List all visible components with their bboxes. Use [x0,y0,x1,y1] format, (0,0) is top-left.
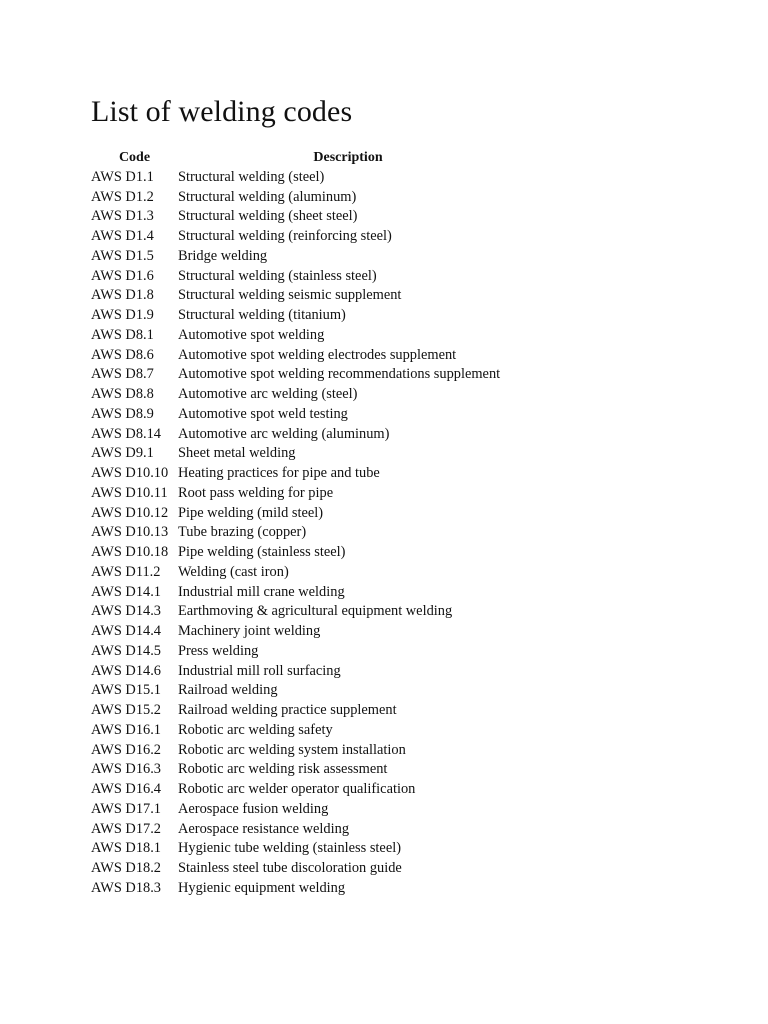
code-cell: AWS D8.1 [91,326,154,343]
code-cell: AWS D16.3 [91,761,161,778]
description-cell: Structural welding seismic supplement [178,287,402,304]
table-row [91,385,518,405]
description-cell: Stainless steel tube discoloration guide [178,860,402,876]
description-cell: Structural welding (sheet steel) [178,208,358,225]
description-cell: Aerospace resistance welding [178,820,350,837]
table-row [91,859,518,879]
column-header-code: Code [118,150,151,165]
table-row [91,543,518,563]
table-row [91,563,518,583]
table-row [91,504,518,524]
code-cell: AWS D14.4 [91,623,161,639]
description-cell: Root pass welding for pipe [178,484,334,501]
description-cell: Hygienic equipment welding [178,879,346,896]
table-row [91,484,518,504]
table-row [91,622,518,642]
table-row [91,820,518,840]
column-header-description: Description [313,150,383,165]
code-cell: AWS D14.5 [91,642,161,659]
table-row [91,405,518,425]
table-row [91,780,518,800]
table-row [91,879,518,899]
code-cell: AWS D17.2 [91,820,161,837]
table-row [91,681,518,701]
table-row [91,247,518,267]
code-cell: AWS D8.9 [91,405,154,422]
code-cell: AWS D9.1 [91,445,154,462]
description-cell: Press welding [178,642,259,659]
code-cell: AWS D8.8 [91,386,154,402]
table-row [91,267,518,287]
table-row [91,188,518,208]
code-cell: AWS D1.3 [91,208,154,225]
description-cell: Automotive arc welding (steel) [178,386,358,402]
table-row [91,583,518,603]
description-cell: Structural welding (aluminum) [178,188,357,205]
code-cell: AWS D16.1 [91,721,161,738]
code-cell: AWS D10.18 [91,544,169,560]
description-cell: Hygienic tube welding (stainless steel) [178,840,401,857]
table-row [91,800,518,820]
code-cell: AWS D1.5 [91,247,154,264]
table-header [91,148,518,168]
code-cell: AWS D1.9 [91,307,154,323]
code-cell: AWS D14.6 [91,662,161,679]
description-cell: Robotic arc welding risk assessment [178,761,388,778]
description-cell: Automotive spot welding electrodes supplement [178,346,457,363]
description-cell: Earthmoving & agricultural equipment welding [178,603,453,620]
code-cell: AWS D15.2 [91,702,161,718]
code-cell: AWS D10.11 [91,484,168,501]
description-cell: Tube brazing (copper) [178,524,307,541]
description-cell: Structural welding (steel) [178,168,325,185]
code-cell: AWS D8.6 [91,346,154,363]
table-row [91,523,518,543]
description-cell: Railroad welding [178,682,278,699]
code-cell: AWS D10.12 [91,504,169,521]
description-cell: Automotive spot welding [178,326,325,343]
description-cell: Pipe welding (stainless steel) [178,544,346,560]
code-cell: AWS D18.1 [91,840,161,857]
code-cell: AWS D16.2 [91,741,161,758]
description-cell: Heating practices for pipe and tube [178,465,380,481]
page-title: List of welding codes [91,95,353,128]
table-row [91,839,518,859]
description-cell: Automotive arc welding (aluminum) [178,425,390,442]
description-cell: Railroad welding practice supplement [178,702,397,718]
table-row [91,168,518,188]
code-cell: AWS D16.4 [91,781,161,797]
table-row [91,760,518,780]
table-row [91,365,518,385]
description-cell: Robotic arc welder operator qualification [178,781,416,797]
code-cell: AWS D14.1 [91,583,161,600]
table-row [91,464,518,484]
table-row [91,602,518,622]
table-row [91,444,518,464]
description-cell: Robotic arc welding system installation [178,741,406,758]
code-cell: AWS D18.3 [91,879,161,896]
code-cell: AWS D8.14 [91,425,161,442]
table-row [91,701,518,721]
code-cell: AWS D1.1 [91,168,154,185]
code-cell: AWS D8.7 [91,366,154,383]
code-cell: AWS D10.13 [91,524,169,541]
code-cell: AWS D18.2 [91,860,161,876]
table-row [91,642,518,662]
description-cell: Aerospace fusion welding [178,800,329,817]
code-cell: AWS D1.2 [91,188,154,205]
table-row [91,306,518,326]
code-cell: AWS D11.2 [91,563,161,580]
description-cell: Bridge welding [178,247,268,264]
description-cell: Welding (cast iron) [178,563,289,580]
code-cell: AWS D1.6 [91,267,154,284]
description-cell: Sheet metal welding [178,445,296,462]
table-row [91,741,518,761]
code-cell: AWS D14.3 [91,603,161,620]
table-row [91,662,518,682]
description-cell: Industrial mill roll surfacing [178,662,341,679]
description-cell: Structural welding (titanium) [178,307,346,323]
welding-codes-table [91,148,518,899]
description-cell: Robotic arc welding safety [178,721,333,738]
table-row [91,425,518,445]
description-cell: Structural welding (reinforcing steel) [178,228,392,244]
table-row [91,286,518,306]
code-cell: AWS D15.1 [91,682,161,699]
code-cell: AWS D10.10 [91,465,169,481]
table-row [91,227,518,247]
table-header-row [91,148,518,168]
table-body [91,168,518,899]
code-cell: AWS D1.8 [91,287,154,304]
table-row [91,721,518,741]
code-cell: AWS D1.4 [91,228,154,244]
description-cell: Industrial mill crane welding [178,583,345,600]
description-cell: Machinery joint welding [178,623,321,639]
table-row [91,326,518,346]
description-cell: Automotive spot welding recommendations supplement [178,366,501,383]
description-cell: Pipe welding (mild steel) [178,504,324,521]
table-row [91,207,518,227]
description-cell: Structural welding (stainless steel) [178,267,377,284]
table-row [91,346,518,366]
description-cell: Automotive spot weld testing [178,405,348,422]
code-cell: AWS D17.1 [91,800,161,817]
